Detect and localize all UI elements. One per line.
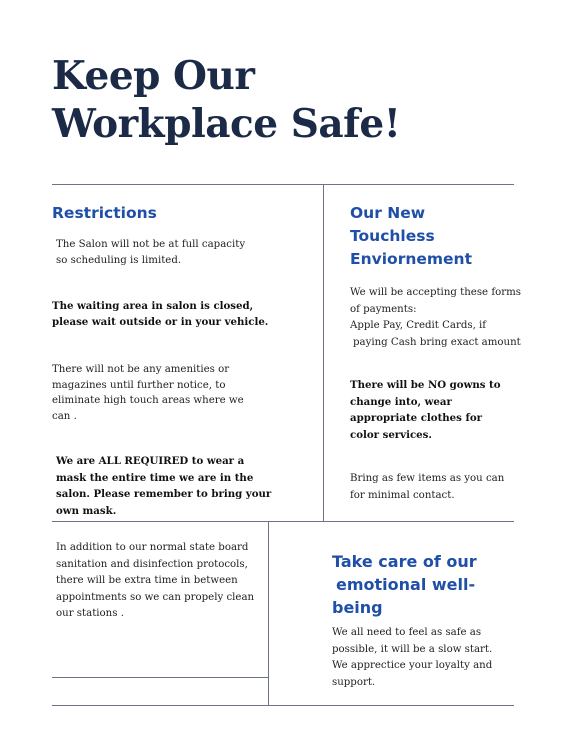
amenities-text: There will not be any amenities or magazines until further notice, to eliminate high touch areas where we can . [52, 364, 244, 422]
touchless-heading: Our New Touchless Enviornement [350, 204, 472, 268]
lower-left-rule [52, 677, 268, 678]
minimal-contact-text: Bring as few items as you can for minimal contact. [350, 473, 505, 501]
middle-rule [52, 521, 514, 522]
capacity-text: The Salon will not be at full capacity so scheduling is limited. [56, 239, 246, 266]
mask-requirement-text: We are ALL REQUIRED to wear a mask the entire time we are in the salon. Please remember to bring your own mask. [56, 455, 272, 517]
bottom-rule [52, 705, 514, 706]
well-being-text: We all need to feel as safe as possible, it will be a slow start. We apprectice your loyalty and support. [332, 627, 493, 688]
title-line-2: Workplace Safe! [52, 101, 401, 147]
sanitation-text: In addition to our normal state board sanitation and disinfection protocols, there will be extra time in between appointments so we can propely clean our stations . [56, 542, 255, 619]
restrictions-heading: Restrictions [52, 204, 157, 222]
page-title [52, 52, 400, 148]
title-line-1: Keep Our [52, 53, 255, 99]
top-rule [52, 184, 514, 185]
gowns-text: There will be NO gowns to change into, wear appropriate clothes for color services. [350, 379, 501, 441]
payments-text: We will be accepting these forms of payments: Apple Pay, Credit Cards, if paying Cash bring exact amount [350, 287, 521, 348]
emotional-heading: Take care of our emotional well- being [332, 552, 477, 617]
lower-column-divider [268, 521, 269, 705]
upper-column-divider [323, 184, 324, 521]
waiting-area-text: The waiting area in salon is closed, please wait outside or in your vehicle. [52, 300, 269, 328]
